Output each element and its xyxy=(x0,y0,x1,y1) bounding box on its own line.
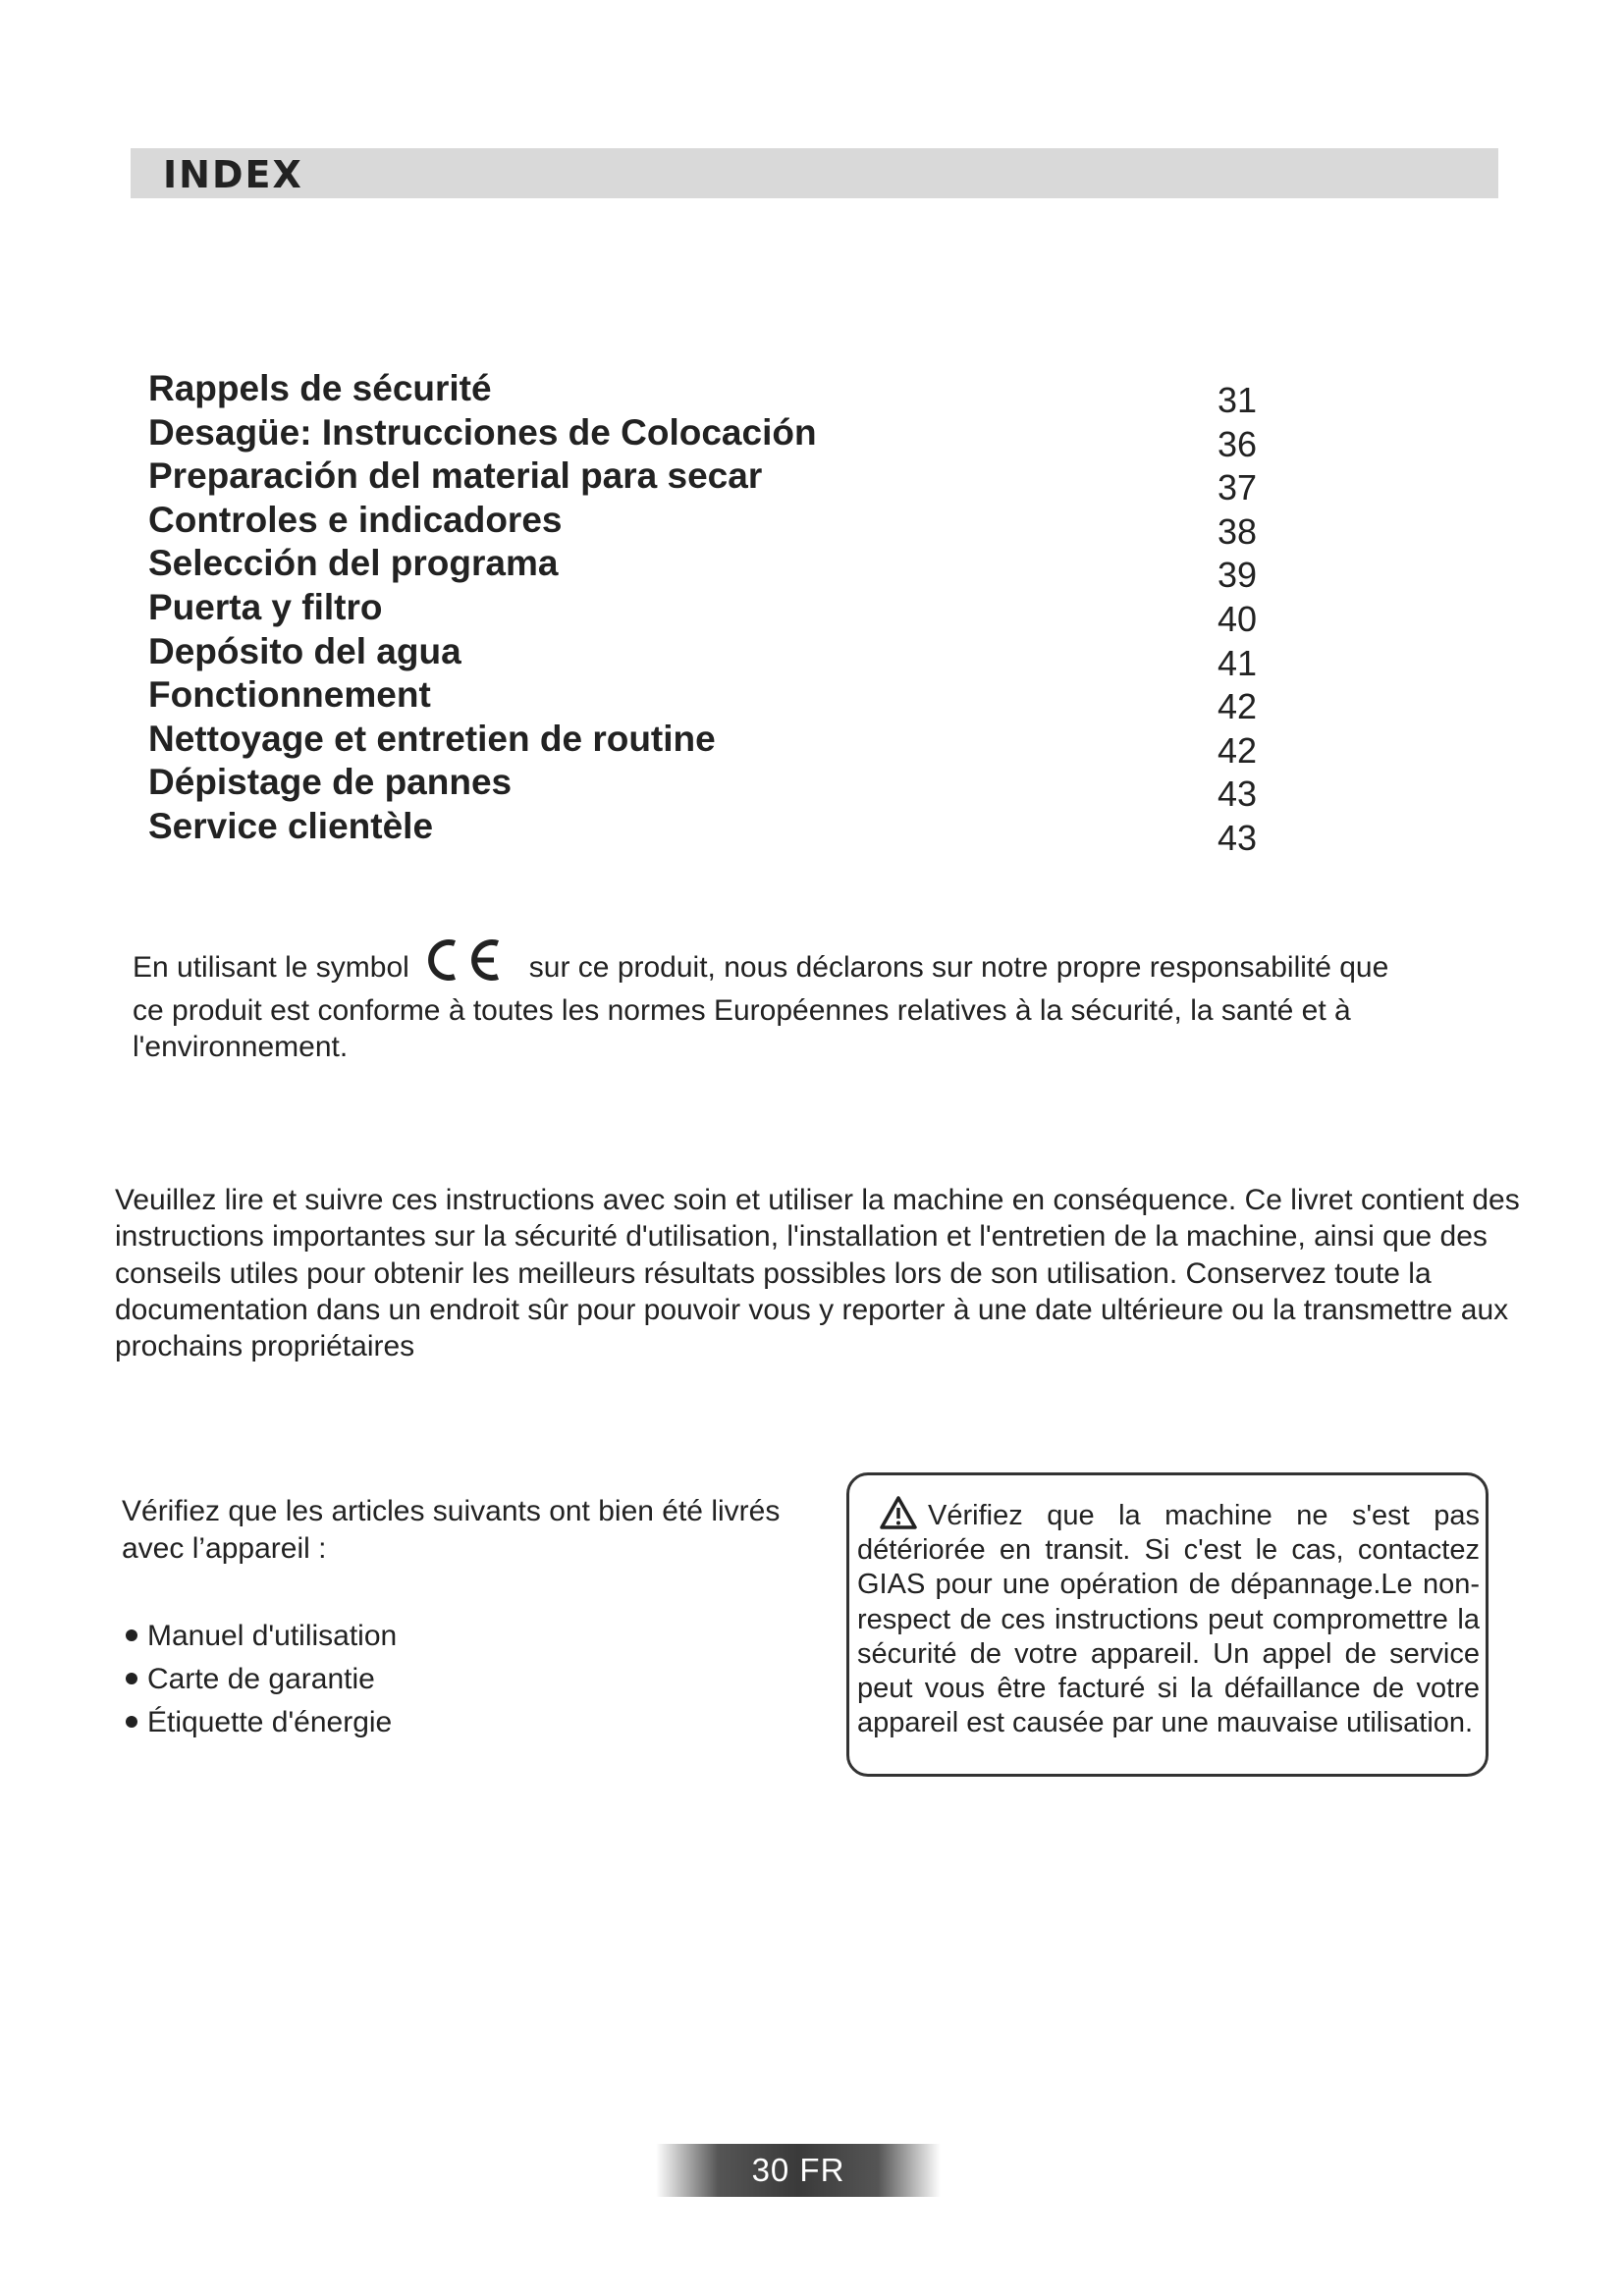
bullet-icon xyxy=(126,1716,137,1728)
checklist-items xyxy=(126,1615,397,1744)
intro-paragraph: Veuillez lire et suivre ces instructions avec soin et utiliser la machine en conséquence. Ce livret contient des instructions importantes sur la sécurité d'utilisation, l'installation et l'entretien de la machine, ainsi que des conseils utiles pour obtenir les meilleurs résultats possibles lors de son utilisation. Conservez toute la documentation dans un endroit sûr pour pouvoir vous y reporter à une date ultérieure ou la transmettre aux prochains propriétaires xyxy=(115,1184,1520,1363)
bullet-icon xyxy=(126,1673,137,1684)
list-item-label: Carte de garantie xyxy=(147,1663,375,1695)
toc-page-number: 41 xyxy=(1218,642,1258,683)
toc-row xyxy=(148,674,1277,727)
toc-title: Preparación del material para secar xyxy=(148,455,763,497)
page-footer xyxy=(656,2144,941,2197)
toc-title: Rappels de sécurité xyxy=(148,368,492,408)
warning-text-block xyxy=(857,1495,1480,1740)
toc-title: Desagüe: Instrucciones de Colocación xyxy=(148,411,817,453)
toc-row xyxy=(148,718,1277,771)
warning-triangle-icon xyxy=(879,1495,918,1530)
toc-page-number: 43 xyxy=(1218,817,1258,858)
list-item xyxy=(126,1701,397,1744)
page-number: 30 FR xyxy=(751,2152,845,2188)
index-header-bar xyxy=(131,148,1498,198)
toc-title: Depósito del agua xyxy=(148,630,461,671)
index-title: INDEX xyxy=(163,153,303,196)
toc-row xyxy=(148,368,1277,420)
toc-title: Selección del programa xyxy=(148,543,559,584)
toc-page-number: 36 xyxy=(1218,423,1258,464)
toc-page-number: 37 xyxy=(1218,467,1258,508)
warning-text: Vérifiez que la machine ne s'est pas détériorée en transit. Si c'est le cas, contactez GIAS pour une opération de dépannage.Le non-respect de ces instructions peut compromettre la sécurité de votre appareil. Un appel de service peut vous être facturé si la défaillance de votre appareil est causée par une mauvaise utilisation. xyxy=(857,1500,1480,1739)
toc-page-number: 40 xyxy=(1218,598,1258,639)
toc-row xyxy=(148,762,1277,815)
toc-title: Controles e indicadores xyxy=(148,499,563,540)
toc-page-number: 39 xyxy=(1218,555,1258,596)
toc-row xyxy=(148,499,1277,552)
ce-statement-before: En utilisant le symbol xyxy=(133,951,409,984)
checklist-intro: Vérifiez que les articles suivants ont bien été livrés avec l’appareil : xyxy=(122,1495,781,1565)
ce-statement-after: sur ce produit, nous déclarons sur notre propre responsabilité que xyxy=(528,951,1389,984)
table-of-contents xyxy=(148,368,1277,858)
toc-title: Fonctionnement xyxy=(148,674,431,716)
bullet-icon xyxy=(126,1629,137,1641)
toc-row xyxy=(148,805,1277,858)
ce-mark-icon xyxy=(419,937,504,983)
toc-page-number: 42 xyxy=(1218,686,1258,727)
list-item-label: Manuel d'utilisation xyxy=(147,1620,398,1652)
ce-statement xyxy=(133,937,1527,1065)
toc-page-number: 42 xyxy=(1218,729,1258,771)
toc-title: Puerta y filtro xyxy=(148,586,383,627)
toc-page-number: 43 xyxy=(1218,774,1258,815)
toc-page-number: 31 xyxy=(1218,380,1258,420)
toc-row xyxy=(148,411,1277,464)
toc-title: Service clientèle xyxy=(148,805,434,846)
toc-row xyxy=(148,455,1277,508)
list-item xyxy=(126,1658,397,1701)
ce-statement-line2: ce produit est conforme à toutes les normes Européennes relatives à la sécurité, la santé et à l'environnement. xyxy=(133,994,1351,1063)
toc-title: Nettoyage et entretien de routine xyxy=(148,718,716,759)
toc-row xyxy=(148,586,1277,639)
toc-title: Dépistage de pannes xyxy=(148,762,513,803)
toc-row xyxy=(148,543,1277,596)
toc-row xyxy=(148,630,1277,683)
list-item-label: Étiquette d'énergie xyxy=(147,1706,393,1738)
toc-page-number: 38 xyxy=(1218,510,1258,552)
warning-box xyxy=(846,1472,1489,1777)
list-item xyxy=(126,1615,397,1658)
